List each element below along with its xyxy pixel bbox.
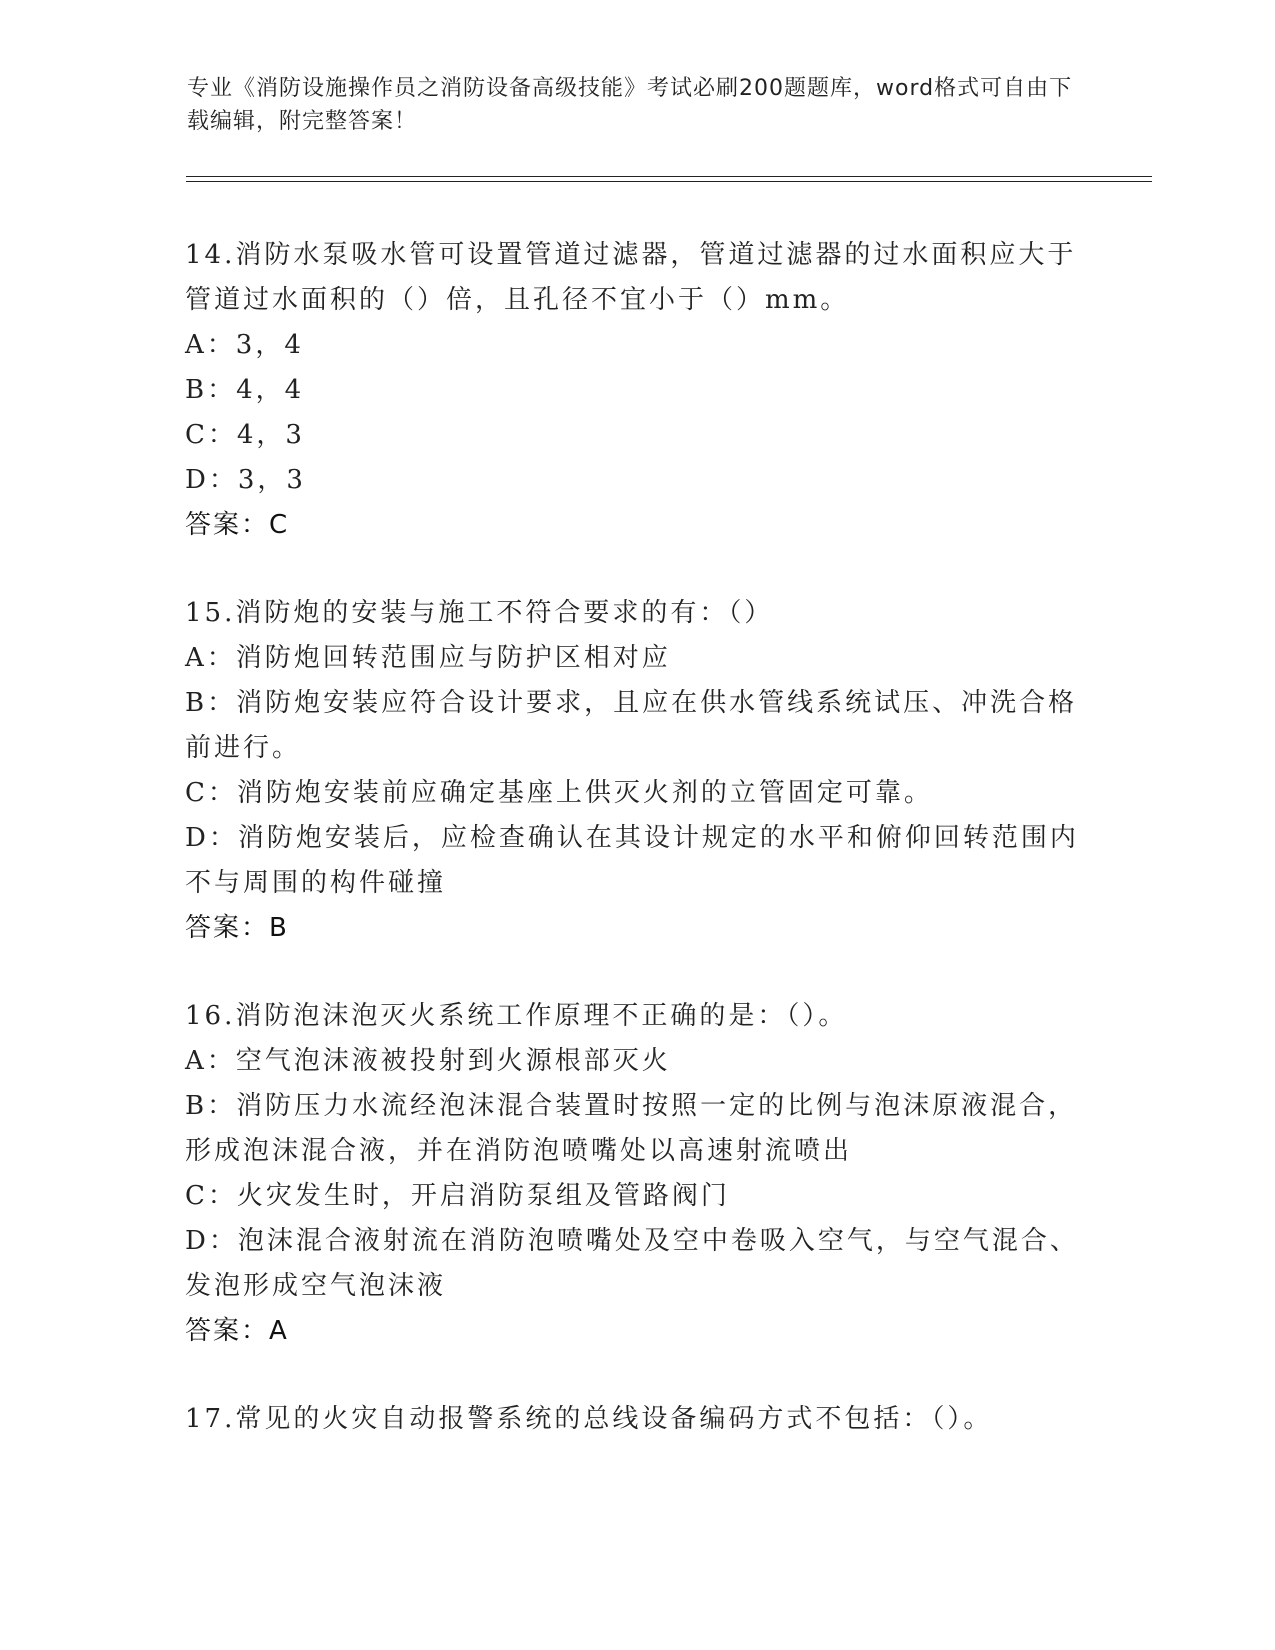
option-a: A：消防炮回转范围应与防护区相对应 [185, 643, 671, 673]
option-c: C：火灾发生时，开启消防泵组及管路阀门 [185, 1181, 730, 1211]
header-divider [186, 176, 1152, 182]
question-stem: 17.常见的火灾自动报警系统的总线设备编码方式不包括：（）。 [185, 1404, 993, 1434]
answer-line: 答案：C [185, 510, 290, 540]
option-b: B：消防炮安装应符合设计要求，且应在供水管线系统试压、冲洗合格前进行。 [185, 688, 1078, 763]
question-stem: 16.消防泡沫泡灭火系统工作原理不正确的是：（）。 [185, 1001, 848, 1031]
option-b: B：消防压力水流经泡沫混合装置时按照一定的比例与泡沫原液混合，形成泡沫混合液，并在消防泡喷嘴处以高速射流喷出 [185, 1091, 1078, 1166]
option-d: D：消防炮安装后，应检查确认在其设计规定的水平和俯仰回转范围内不与周围的构件碰撞 [185, 823, 1079, 898]
question-stem: 14.消防水泵吸水管可设置管道过滤器，管道过滤器的过水面积应大于管道过水面积的（）倍，且孔径不宜小于（）mm。 [185, 240, 1077, 315]
question-stem: 15.消防炮的安装与施工不符合要求的有：（） [185, 598, 774, 628]
option-c: C：消防炮安装前应确定基座上供灭火剂的立管固定可靠。 [185, 778, 933, 808]
option-a: A：空气泡沫液被投射到火源根部灭火 [185, 1046, 671, 1076]
answer-line: 答案：B [185, 913, 289, 943]
option-b: B：4，4 [185, 375, 305, 405]
option-d: D：泡沫混合液射流在消防泡喷嘴处及空中卷吸入空气，与空气混合、发泡形成空气泡沫液 [185, 1226, 1079, 1301]
question-list [185, 233, 1085, 1485]
question-item [185, 1397, 1085, 1442]
answer-line: 答案：A [185, 1316, 289, 1346]
question-item [185, 994, 1085, 1354]
option-d: D：3，3 [185, 465, 306, 495]
question-item [185, 591, 1085, 951]
option-c: C：4，3 [185, 420, 305, 450]
option-a: A：3，4 [185, 330, 304, 360]
document-header: 专业《消防设施操作员之消防设备高级技能》考试必刷200题题库，word格式可自由下载编辑，附完整答案！ [187, 76, 1073, 134]
question-item [185, 233, 1085, 548]
